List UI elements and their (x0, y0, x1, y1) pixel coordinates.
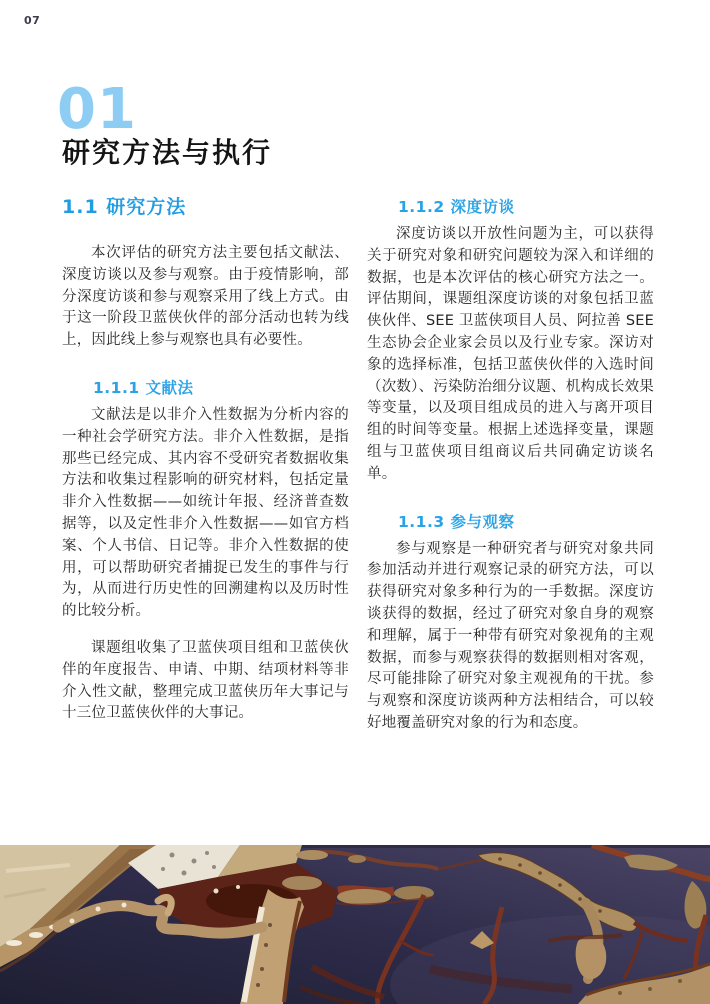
paragraph-1-1-2: 深度访谈以开放性问题为主，可以获得关于研究对象和研究问题较为深入和详细的数据，也是本次评估的核心研究方法之一。评估期间，课题组深度访谈的对象包括卫蓝侠伙伴、SEE 卫蓝侠项目人员、阿拉善 SEE 生态协会企业家会员以及行业专家。深访对象的选择标准，包括卫蓝侠伙伴的入选时间（次数）、污染防治细分议题、机构成长效果等变量，以及项目组成员的进入与离开项目组的时间等变量。根据上述选择变量，课题组与卫蓝侠项目组商议后共同确定访谈名单。 (367, 226, 654, 482)
subsection-heading-1-1-2: 1.1.2 深度访谈 (398, 198, 515, 216)
paragraph-1-1-1-b: 课题组收集了卫蓝侠项目组和卫蓝侠伙伴的年度报告、申请、中期、结项材料等非介入性文献，整理完成卫蓝侠历年大事记与十三位卫蓝侠伙伴的大事记。 (62, 639, 349, 722)
page-title: 研究方法与执行 (62, 135, 273, 169)
left-column (62, 192, 349, 735)
subsection-heading-1-1-1: 1.1.1 文献法 (93, 378, 194, 397)
paragraph-1-1-3: 参与观察是一种研究者与研究对象共同参加活动并进行观察记录的研究方法，可以获得研究对象多种行为的一手数据。深度访谈获得的数据，经过了研究对象自身的观察和理解，属于一种带有研究对象视角的主观数据，而参与观察获得的数据则相对客观，尽可能排除了研究对象主观视角的干扰。参与观察和深度访谈两种方法相结合，可以较好地覆盖研究对象的行为和态度。 (367, 540, 654, 731)
subsection-heading-1-1-3: 1.1.3 参与观察 (398, 512, 515, 531)
right-column (367, 192, 654, 735)
paragraph-1-1-1-a: 文献法是以非介入性数据为分析内容的一种社会学研究方法。非介入性数据，是指那些已经完成、其内容不受研究者数据收集方法和收集过程影响的研究材料，包括定量非介入性数据——如统计年报、经济普查数据等，以及定性非介入性数据——如官方档案、个人书信、日记等。非介入性数据的使用，可以帮助研究者捕捉已发生的事件与行为，从而进行历史性的回溯建构以及历时性的比较分析。 (62, 406, 349, 620)
paragraph-1-1: 本次评估的研究方法主要包括文献法、深度访谈以及参与观察。由于疫情影响，部分深度访谈和参与观察采用了线上方式。由于这一阶段卫蓝侠伙伴的部分活动也转为线上，因此线上参与观察也具有必要性。 (62, 245, 349, 349)
chapter-header (57, 77, 617, 169)
page-number: 07 (24, 14, 41, 27)
chapter-number: 01 (57, 77, 137, 142)
aerial-photo (0, 845, 710, 1004)
section-heading-1-1: 1.1 研究方法 (62, 196, 187, 218)
aerial-photo-illustration (0, 845, 710, 1004)
two-column-body (62, 192, 654, 735)
